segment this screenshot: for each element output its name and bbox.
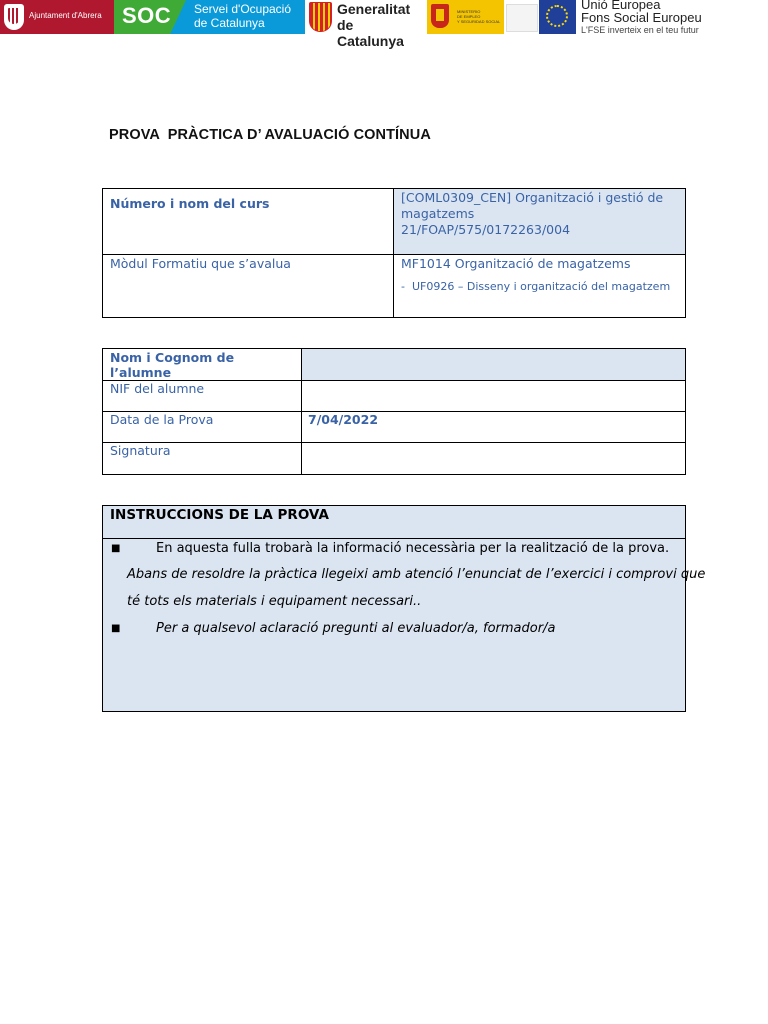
course-name-line2: magatzems	[401, 206, 475, 221]
module-value-cell	[394, 255, 685, 317]
abrera-shield-icon	[4, 4, 24, 30]
generalitat-logo	[308, 0, 424, 49]
date-label-cell	[103, 411, 301, 442]
instruction-item1-cont2: té tots els materials i equipament necessari..	[127, 594, 422, 609]
spain-crest-icon	[431, 4, 449, 28]
nif-label-cell	[103, 380, 301, 411]
eu-logo-line3: L'FSE inverteix en el teu futur	[581, 25, 699, 35]
nif-label: NIF del alumne	[110, 381, 205, 396]
course-code: 21/FOAP/575/0172263/004	[401, 222, 571, 237]
signature-label-cell	[103, 442, 301, 474]
soc-logo-text: SOC	[122, 3, 172, 28]
student-name-field[interactable]	[301, 349, 685, 380]
soc-logo	[114, 0, 305, 34]
date-label: Data de la Prova	[110, 412, 214, 427]
unit-dash: -	[401, 280, 405, 293]
module-label-cell	[103, 255, 394, 317]
unit-item	[401, 280, 678, 293]
student-name-label: Nom i Cognom de l’alumne	[110, 350, 235, 380]
abrera-logo-text: Ajuntament d'Abrera	[29, 11, 102, 20]
sepe-logo-icon	[506, 4, 538, 32]
instructions-heading: INSTRUCCIONS DE LA PROVA	[110, 507, 329, 523]
soc-subtitle-line2: de Catalunya	[194, 16, 265, 30]
module-label: Mòdul Formatiu que s’avalua	[110, 256, 291, 271]
bullet-icon: ■	[111, 543, 121, 554]
course-name-label-cell	[103, 189, 394, 255]
instruction-item2: Per a qualsevol aclaració pregunti al evaluador/a, formador/a	[156, 621, 556, 636]
eu-logo	[539, 0, 702, 35]
student-name-label-cell	[103, 349, 301, 380]
course-table	[102, 188, 686, 318]
unit-value: UF0926 – Disseny i organització del magatzem	[411, 280, 671, 293]
date-field[interactable]: 7/04/2022	[308, 412, 379, 427]
instructions-box	[102, 505, 706, 712]
senyera-icon	[309, 2, 332, 32]
soc-subtitle-line1: Servei d'Ocupació	[194, 2, 292, 16]
bullet-icon: ■	[111, 623, 121, 634]
eu-logo-line1: Unió Europea	[581, 0, 661, 12]
course-name-value-cell	[394, 189, 685, 255]
course-name-line1: [COML0309_CEN] Organització i gestió de	[401, 190, 664, 205]
nif-field[interactable]	[301, 380, 685, 411]
logo-banner	[0, 0, 768, 49]
ministry-logo: MINISTERIO DE EMPLEO Y SEGURIDAD SOCIAL	[427, 0, 538, 34]
eu-logo-line2: Fons Social Europeu	[581, 10, 702, 25]
eu-flag-icon	[539, 0, 576, 34]
signature-label: Signatura	[110, 443, 171, 458]
instruction-item1-cont1: Abans de resoldre la pràctica llegeixi amb atenció l’enunciat de l’exercici i comprovi que	[127, 567, 706, 582]
generalitat-line2: de Catalunya	[337, 17, 404, 49]
generalitat-line1: Generalitat	[337, 1, 411, 17]
abrera-logo	[0, 0, 114, 34]
module-value: MF1014 Organització de magatzems	[401, 256, 631, 271]
student-table	[102, 348, 686, 475]
instruction-item1: En aquesta fulla trobarà la informació necessària per la realització de la prova.	[156, 541, 670, 556]
signature-field[interactable]	[301, 442, 685, 474]
course-name-label: Número i nom del curs	[110, 196, 270, 211]
page-title: PROVA PRÀCTICA D’ AVALUACIÓ CONTÍNUA	[109, 127, 431, 143]
